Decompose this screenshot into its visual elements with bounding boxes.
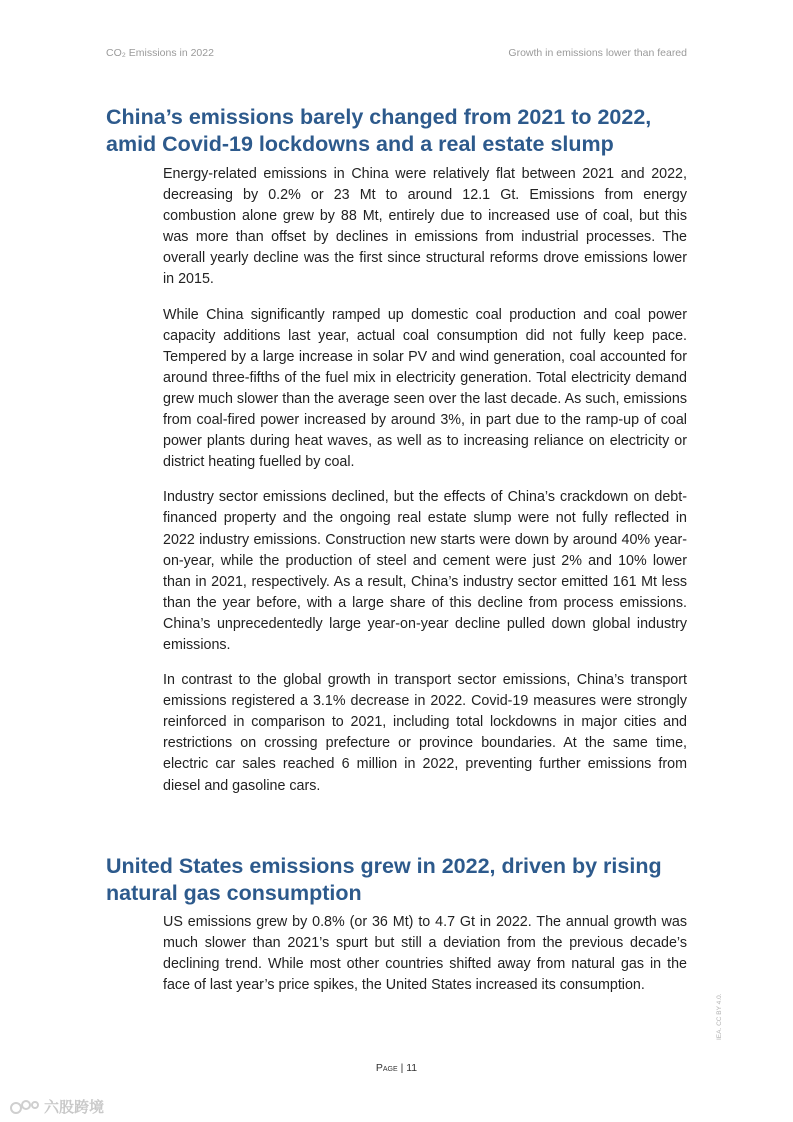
page-separator: |	[400, 1062, 404, 1074]
header-right: Growth in emissions lower than feared	[508, 47, 687, 59]
watermark-text: 六股跨境	[44, 1099, 105, 1116]
section-heading-united-states: United States emissions grew in 2022, driven by rising natural gas consumption	[106, 854, 662, 905]
paragraph: While China significantly ramped up domestic coal production and coal power capacity additions last year, actual coal consumption did not fully keep pace. Tempered by a large increase in solar PV and wind generation, coal accounted for around three-fifths of the fuel mix in electricity generation. Total electricity demand grew much slower than the average seen over the last decade. As such, emissions from coal-fired power increased by around 3%, in part due to the ramp-up of coal power plants during heat waves, as well as to increasing reliance on electricity or district heating fuelled by coal.	[163, 306, 687, 471]
license-note: IEA. CC BY 4.0.	[716, 993, 723, 1040]
page-label: Page	[375, 1062, 398, 1074]
section-body-china	[163, 164, 687, 811]
paragraph: Industry sector emissions declined, but the effects of China’s crackdown on debt-financed property and the ongoing real estate slump were not fully reflected in 2022 industry emissions. Construction new starts were down by around 40% year-on-year, while the production of steel and cement were just 2% and 10% lower than in 2021, respectively. As a result, China’s industry sector emitted 161 Mt less than the year before, with a large share of this decline from process emissions. China’s unprecedentedly large year-on-year decline pulled down global industry emissions.	[163, 489, 687, 653]
section-body-united-states	[163, 912, 687, 1010]
paragraph: Energy-related emissions in China were relatively flat between 2021 and 2022, decreasing by 0.2% or 23 Mt to around 12.1 Gt. Emissions from energy combustion alone grew by 88 Mt, entirely due to increased use of coal, but this was more than offset by declines in emissions from industrial processes. The overall yearly decline was the first since structural reforms drove emissions lower in 2015.	[163, 166, 687, 288]
running-header	[106, 47, 687, 59]
watermark	[10, 1096, 104, 1117]
watermark-logo-icon	[10, 1099, 40, 1115]
page-footer	[0, 1062, 793, 1074]
paragraph: In contrast to the global growth in transport sector emissions, China’s transport emissions registered a 3.1% decrease in 2022. Covid-19 measures were strongly reinforced in comparison to 2021, including total lockdowns in major cities and restrictions on crossing prefecture or province boundaries. At the same time, electric car sales reached 6 million in 2022, preventing further emissions from diesel and gasoline cars.	[163, 672, 687, 794]
paragraph: US emissions grew by 0.8% (or 36 Mt) to 4.7 Gt in 2022. The annual growth was much slower than 2021’s spurt but still a deviation from the previous decade’s declining trend. While most other countries shifted away from natural gas in the face of last year’s price spikes, the United States increased its consumption.	[163, 914, 687, 994]
page-number: 11	[406, 1062, 418, 1074]
section-heading-china: China’s emissions barely changed from 2021 to 2022, amid Covid-19 lockdowns and a real estate slump	[106, 105, 652, 156]
header-left: CO₂ Emissions in 2022	[106, 47, 214, 59]
